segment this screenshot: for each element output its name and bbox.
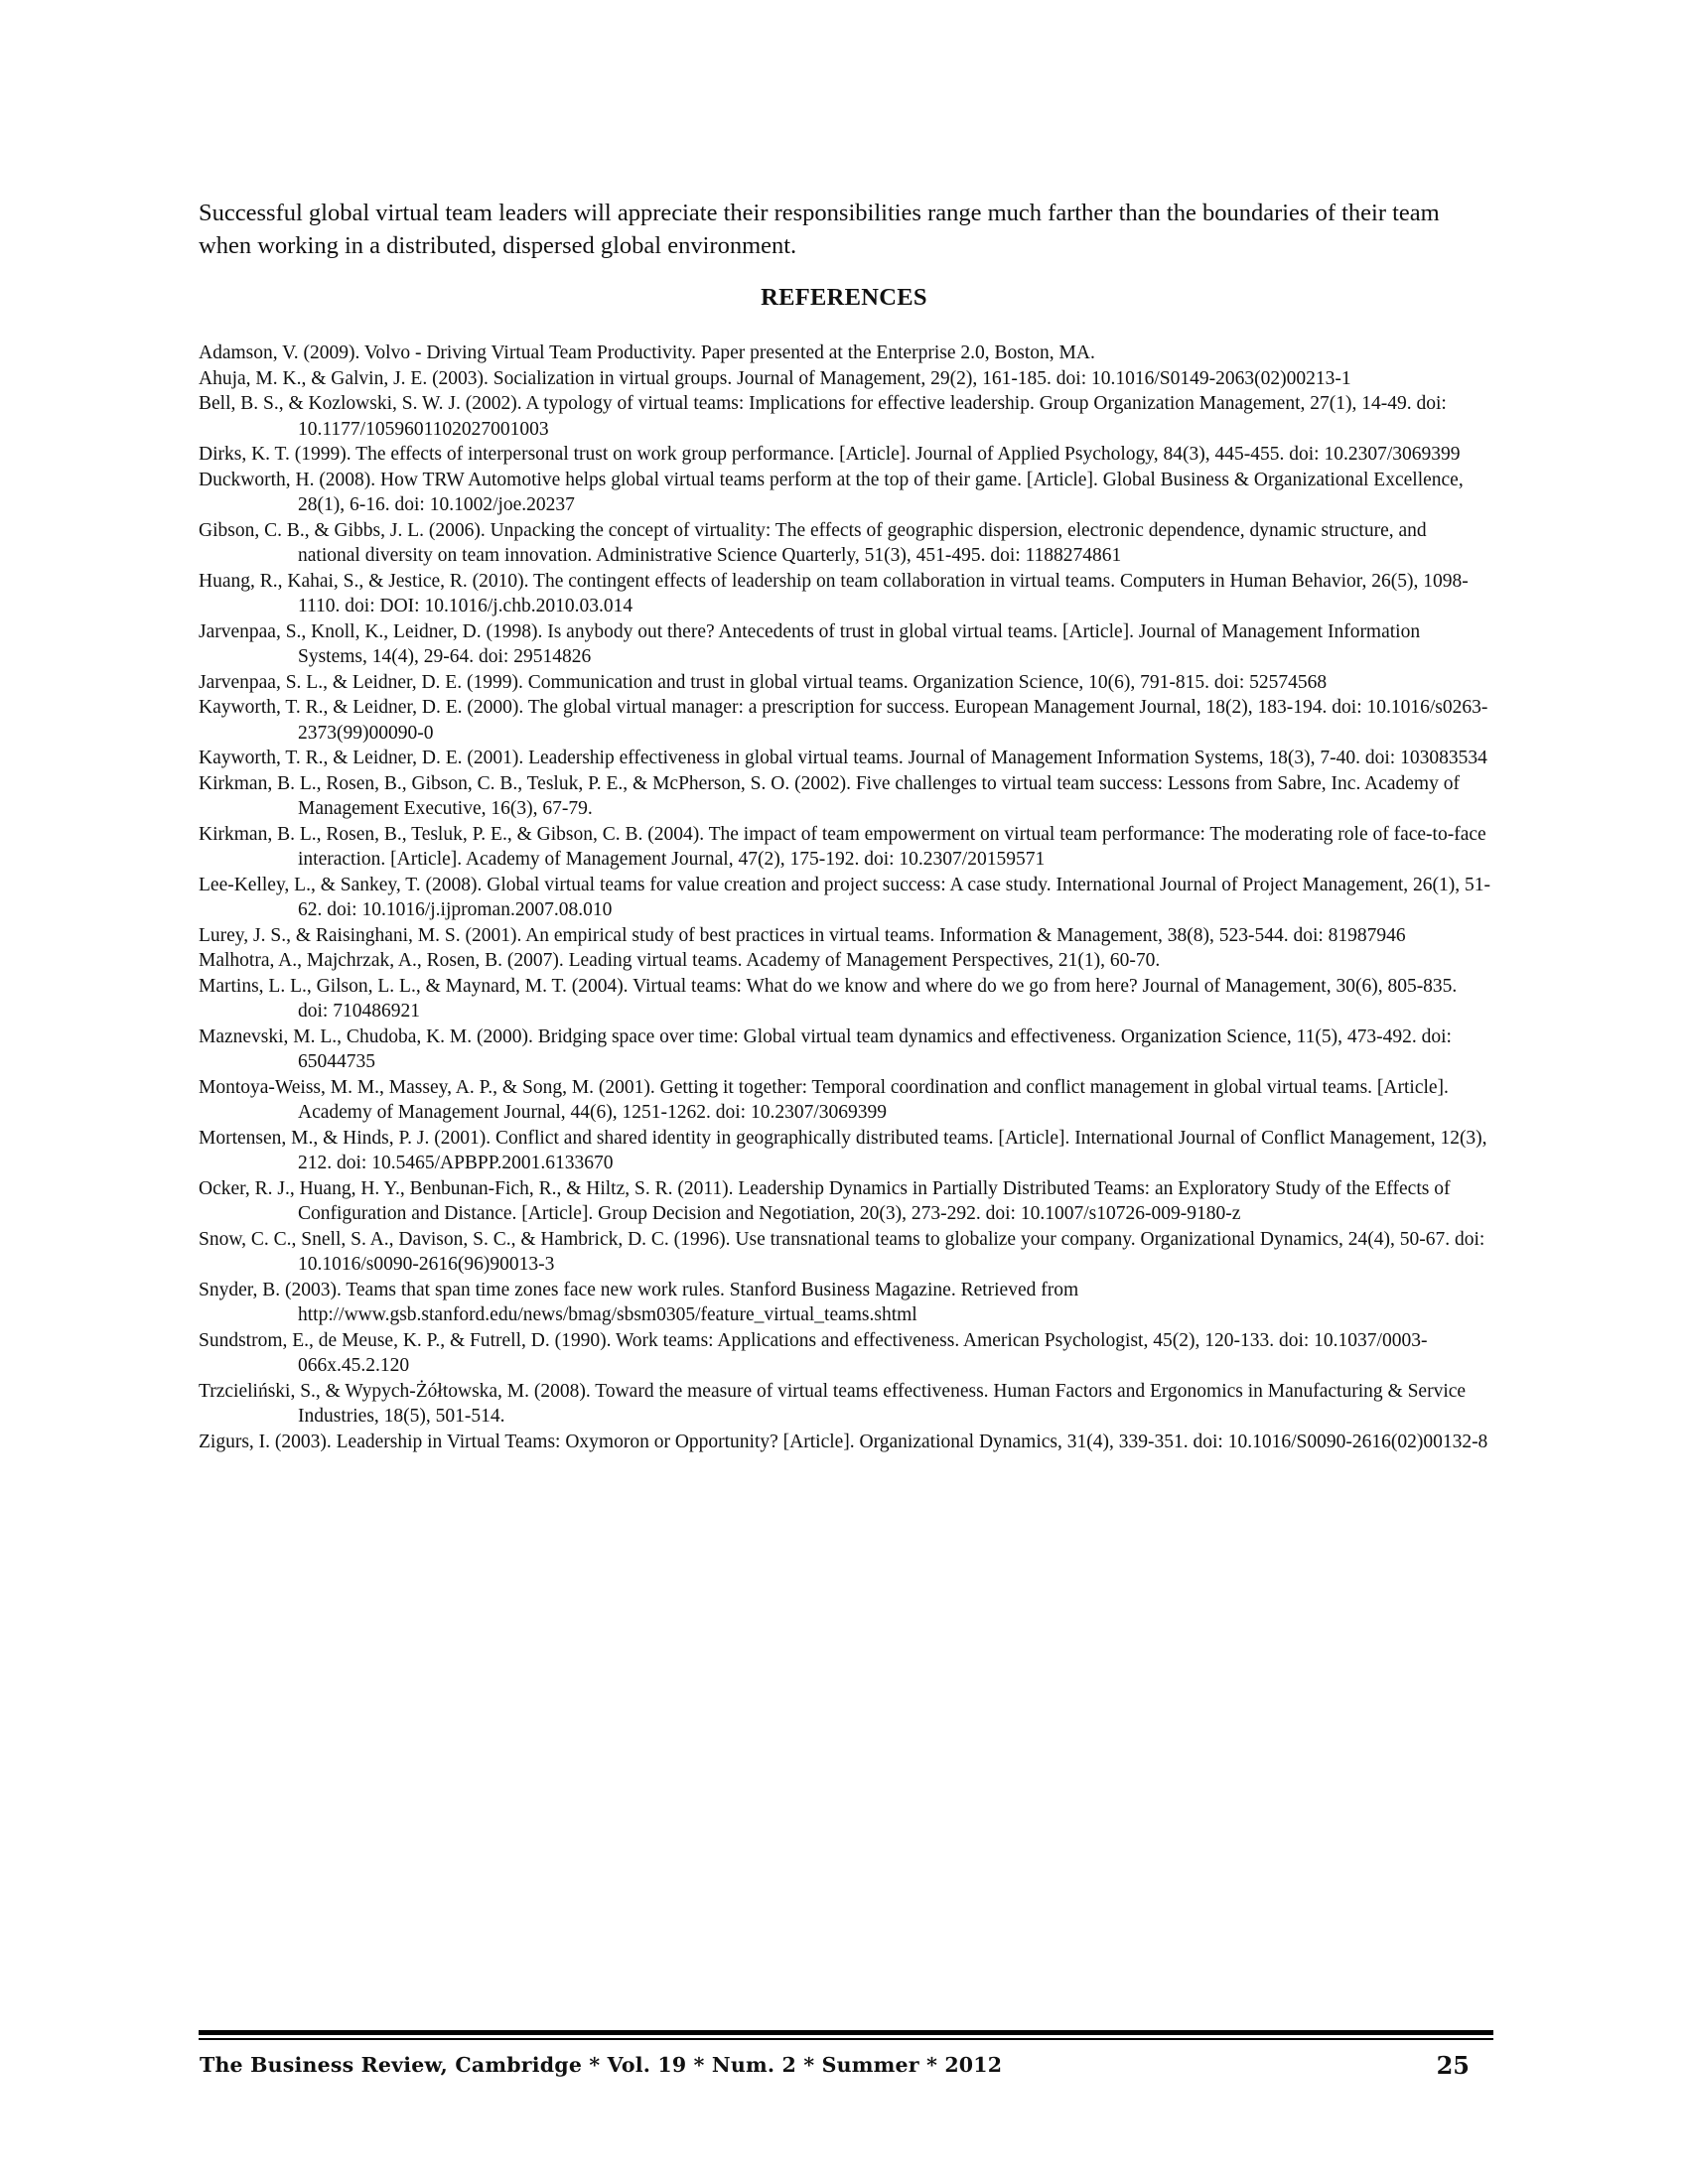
reference-item: Montoya-Weiss, M. M., Massey, A. P., & Song, M. (2001). Getting it together: Temporal coordination and conflict management in global virtual teams. [Article]. Academy of Management Journal, 44(6), 1251-1262. doi: 10.2307/3069399 xyxy=(199,1076,1449,1123)
reference-item: Snyder, B. (2003). Teams that span time zones face new work rules. Stanford Business Magazine. Retrieved from http://www.gsb.stanford.edu/news/bmag/sbsm0305/feature_virtual_teams.shtml xyxy=(199,1279,1079,1325)
page-number: 25 xyxy=(1436,2051,1470,2080)
reference-item: Jarvenpaa, S., Knoll, K., Leidner, D. (1998). Is anybody out there? Antecedents of trust in global virtual teams. [Article]. Journal of Management Information Systems, 14(4), 29-64. doi: 29514826 xyxy=(199,620,1421,667)
reference-item: Gibson, C. B., & Gibbs, J. L. (2006). Unpacking the concept of virtuality: The effects of geographic dispersion, electronic dependence, dynamic structure, and national diversity on team innovation. Administrative Science Quarterly, 51(3), 451-495. doi: 1188274861 xyxy=(199,519,1427,566)
reference-item: Bell, B. S., & Kozlowski, S. W. J. (2002). A typology of virtual teams: Implications for effective leadership. Group Organization Management, 27(1), 14-49. doi: 10.1177/1059601102027001003 xyxy=(199,393,1447,440)
reference-item: Ocker, R. J., Huang, H. Y., Benbunan-Fich, R., & Hiltz, S. R. (2011). Leadership Dynamics in Partially Distributed Teams: an Exploratory Study of the Effects of Configuration and Distance. [Article]. Group Decision and Negotiation, 20(3), 273-292. doi: 10.1007/s10726-009-9180-z xyxy=(199,1177,1451,1224)
reference-item: Kirkman, B. L., Rosen, B., Gibson, C. B., Tesluk, P. E., & McPherson, S. O. (2002). Five challenges to virtual team success: Lessons from Sabre, Inc. Academy of Management Executive, 16(3), 67-79. xyxy=(199,772,1460,819)
references-heading: REFERENCES xyxy=(761,284,927,311)
reference-item: Adamson, V. (2009). Volvo - Driving Virtual Team Productivity. Paper presented at the Enterprise 2.0, Boston, MA. xyxy=(199,342,1095,363)
reference-item: Kayworth, T. R., & Leidner, D. E. (2000). The global virtual manager: a prescription for success. European Management Journal, 18(2), 183-194. doi: 10.1016/s0263-2373(99)00090-0 xyxy=(199,697,1488,744)
reference-item: Duckworth, H. (2008). How TRW Automotive helps global virtual teams perform at the top of their game. [Article]. Global Business & Organizational Excellence, 28(1), 6-16. doi: 10.1002/joe.20237 xyxy=(199,469,1464,515)
reference-item: Kirkman, B. L., Rosen, B., Tesluk, P. E., & Gibson, C. B. (2004). The impact of team empowerment on virtual team performance: The moderating role of face-to-face interaction. [Article]. Academy of Management Journal, 47(2), 175-192. doi: 10.2307/20159571 xyxy=(199,823,1486,870)
references-list xyxy=(199,341,1491,1454)
reference-item: Jarvenpaa, S. L., & Leidner, D. E. (1999). Communication and trust in global virtual teams. Organization Science, 10(6), 791-815. doi: 52574568 xyxy=(199,671,1328,693)
footer-rule-thick xyxy=(199,2030,1493,2035)
footer-rule-thin xyxy=(199,2038,1493,2040)
reference-item: Dirks, K. T. (1999). The effects of interpersonal trust on work group performance. [Article]. Journal of Applied Psychology, 84(3), 445-455. doi: 10.2307/3069399 xyxy=(199,444,1461,465)
reference-item: Kayworth, T. R., & Leidner, D. E. (2001). Leadership effectiveness in global virtual teams. Journal of Management Information Systems, 18(3), 7-40. doi: 103083534 xyxy=(199,748,1487,768)
reference-item: Malhotra, A., Majchrzak, A., Rosen, B. (2007). Leading virtual teams. Academy of Management Perspectives, 21(1), 60-70. xyxy=(199,950,1161,971)
reference-item: Mortensen, M., & Hinds, P. J. (2001). Conflict and shared identity in geographically distributed teams. [Article]. International Journal of Conflict Management, 12(3), 212. doi: 10.5465/APBPP.2001.6133670 xyxy=(199,1127,1487,1173)
reference-item: Zigurs, I. (2003). Leadership in Virtual Teams: Oxymoron or Opportunity? [Article]. Organizational Dynamics, 31(4), 339-351. doi: 10.1016/S0090-2616(02)00132-8 xyxy=(199,1431,1488,1452)
reference-item: Huang, R., Kahai, S., & Jestice, R. (2010). The contingent effects of leadership on team collaboration in virtual teams. Computers in Human Behavior, 26(5), 1098-1110. doi: DOI: 10.1016/j.chb.2010.03.014 xyxy=(199,570,1469,616)
reference-item: Lurey, J. S., & Raisinghani, M. S. (2001). An empirical study of best practices in virtual teams. Information & Management, 38(8), 523-544. doi: 81987946 xyxy=(199,924,1406,946)
reference-item: Lee-Kelley, L., & Sankey, T. (2008). Global virtual teams for value creation and project success: A case study. International Journal of Project Management, 26(1), 51-62. doi: 10.1016/j.ijproman.2007.08.010 xyxy=(199,874,1491,920)
reference-item: Ahuja, M. K., & Galvin, J. E. (2003). Socialization in virtual groups. Journal of Management, 29(2), 161-185. doi: 10.1016/S0149-2063(02)00213-1 xyxy=(199,367,1351,389)
reference-item: Sundstrom, E., de Meuse, K. P., & Futrell, D. (1990). Work teams: Applications and effectiveness. American Psychologist, 45(2), 120-133. doi: 10.1037/0003-066x.45.2.120 xyxy=(199,1329,1428,1376)
reference-item: Snow, C. C., Snell, S. A., Davison, S. C., & Hambrick, D. C. (1996). Use transnational teams to globalize your company. Organizational Dynamics, 24(4), 50-67. doi: 10.1016/s0090-2616(96)90013-3 xyxy=(199,1228,1485,1275)
intro-paragraph: Successful global virtual team leaders will appreciate their responsibilities range much farther than the boundaries of their team when working in a distributed, dispersed global environment. xyxy=(199,200,1440,259)
reference-item: Trzcieliński, S., & Wypych-Żółtowska, M. (2008). Toward the measure of virtual teams effectiveness. Human Factors and Ergonomics in Manufacturing & Service Industries, 18(5), 501-514. xyxy=(199,1380,1467,1427)
reference-item: Maznevski, M. L., Chudoba, K. M. (2000). Bridging space over time: Global virtual team dynamics and effectiveness. Organization Science, 11(5), 473-492. doi: 65044735 xyxy=(199,1025,1452,1072)
reference-item: Martins, L. L., Gilson, L. L., & Maynard, M. T. (2004). Virtual teams: What do we know and where do we go from here? Journal of Management, 30(6), 805-835. doi: 710486921 xyxy=(199,975,1458,1022)
footer-journal-line: The Business Review, Cambridge * Vol. 19 * Num. 2 * Summer * 2012 xyxy=(200,2053,1003,2077)
